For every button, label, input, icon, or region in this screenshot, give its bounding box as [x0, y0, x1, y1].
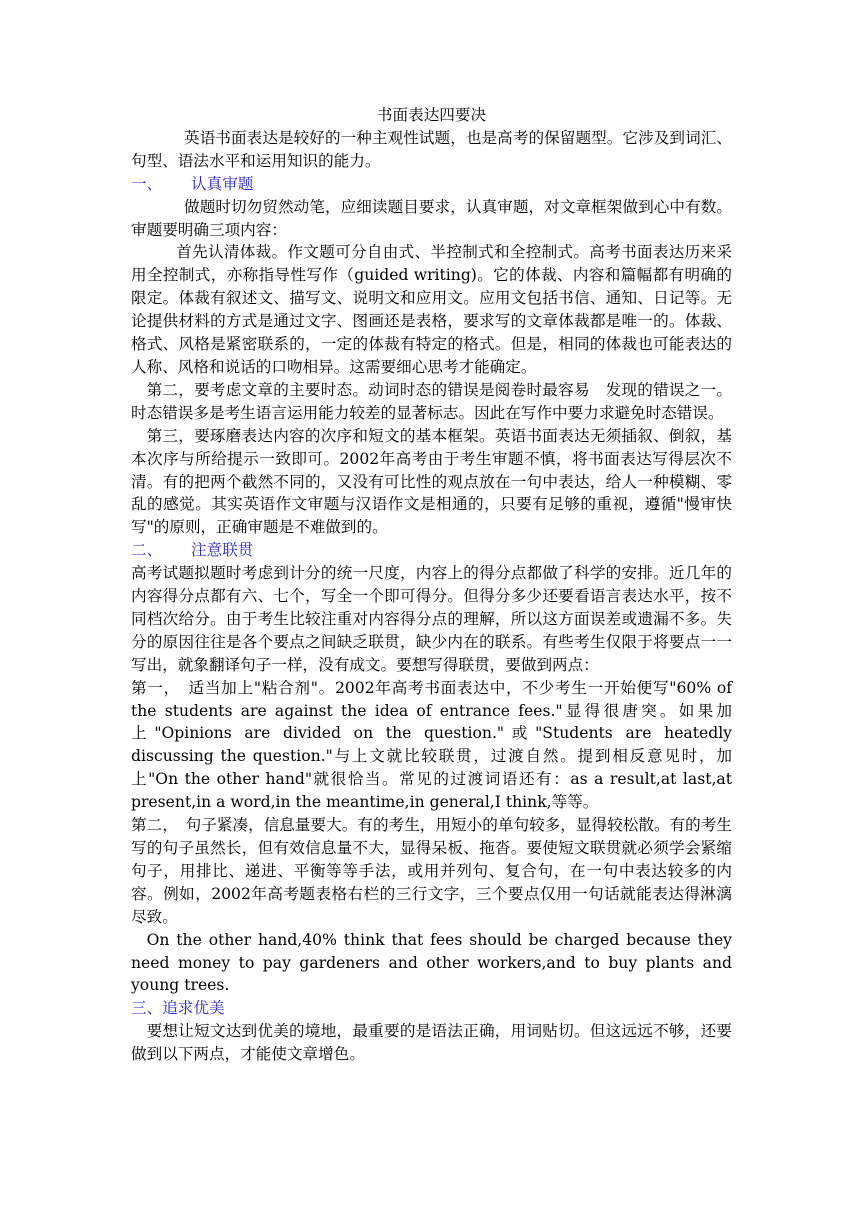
section-2-paragraph-1: 高考试题拟题时考虑到计分的统一尺度，内容上的得分点都做了科学的安排。近几年的内容得分点都有六、七个，写全一个即可得分。但得分多少还要看语言表达水平，按不同档次给分。由于考生比较注重对内容得分点的理解，所以这方面误差或遗漏不多。失分的原因往往是各个要点之间缺乏联贯，缺少内在的联系。有些考生仅限于将要点一一写出，就象翻译句子一样，没有成文。要想写得联贯，要做到两点：	[131, 564, 732, 674]
document-page	[131, 104, 732, 1066]
section-2-paragraph-2: 第一， 适当加上"粘合剂"。2002年高考书面表达中，不少考生一开始便写"60% of the students are against the idea of entrance fees."显得很唐突。如果加上"Opinions are divided on the question."或"Students are heatedly discussing the question."与上文就比较联贯，过渡自然。提到相反意见时，加上"On the other hand"就很恰当。常见的过渡词语还有：as a result,at last,at present,in a word,in the meantime,in general,I think,等等。	[131, 678, 732, 812]
section-2-heading	[131, 539, 732, 562]
section-1-number: 一、	[131, 174, 163, 193]
section-2-title: 注意联贯	[191, 541, 254, 560]
section-1-paragraph-1: 做题时切勿贸然动笔，应细读题目要求，认真审题，对文章框架做到心中有数。审题要明确三项内容：	[131, 197, 732, 239]
section-1-paragraph-3: 第二，要考虑文章的主要时态。动词时态的错误是阅卷时最容易 发现的错误之一。时态错误多是考生语言运用能力较差的显著标志。因此在写作中要力求避免时态错误。	[131, 380, 732, 422]
section-2-number: 二、	[131, 541, 163, 560]
section-2-example-sentence: On the other hand,40% think that fees should be charged because they need money to pay gardeners and other workers,and to buy plants and young trees.	[131, 930, 732, 995]
intro-paragraph: 英语书面表达是较好的一种主观性试题，也是高考的保留题型。它涉及到词汇、句型、语法水平和运用知识的能力。	[131, 128, 732, 170]
section-1-title: 认真审题	[191, 174, 254, 193]
section-1-heading	[131, 173, 732, 196]
section-1-paragraph-4: 第三，要琢磨表达内容的次序和短文的基本框架。英语书面表达无须插叙、倒叙，基本次序与所给提示一致即可。2002年高考由于考生审题不慎，将书面表达写得层次不清。有的把两个截然不同的，又没有可比性的观点放在一句中表达，给人一种模糊、零乱的感觉。其实英语作文审题与汉语作文是相通的，只要有足够的重视，遵循"慢审快写"的原则，正确审题是不难做到的。	[131, 426, 732, 537]
section-3-heading: 三、追求优美	[131, 999, 225, 1018]
section-3-paragraph-1: 要想让短文达到优美的境地，最重要的是语法正确，用词贴切。但这远远不够，还要做到以下两点，才能使文章增色。	[131, 1022, 732, 1064]
section-1-paragraph-2: 首先认清体裁。作文题可分自由式、半控制式和全控制式。高考书面表达历来采用全控制式，亦称指导性写作（guided writing)。它的体裁、内容和篇幅都有明确的限定。体裁有叙述文、描写文、说明文和应用文。应用文包括书信、通知、日记等。无论提供材料的方式是通过文字、图画还是表格，要求写的文章体裁都是唯一的。体裁、格式、风格是紧密联系的，一定的体裁有特定的格式。但是，相同的体裁也可能表达的人称、风格和说话的口吻相异。这需要细心思考才能确定。	[131, 243, 732, 376]
section-2-paragraph-3: 第二， 句子紧凑，信息量要大。有的考生，用短小的单句较多，显得较松散。有的考生写的句子虽然长，但有效信息量不大，显得呆板、拖沓。要使短文联贯就必须学会紧缩句子，用排比、递进、平衡等等手法，或用并列句、复合句，在一句中表达较多的内容。例如，2002年高考题表格右栏的三行文字，三个要点仅用一句话就能表达得淋漓尽致。	[131, 816, 732, 926]
document-title: 书面表达四要决	[376, 106, 487, 124]
